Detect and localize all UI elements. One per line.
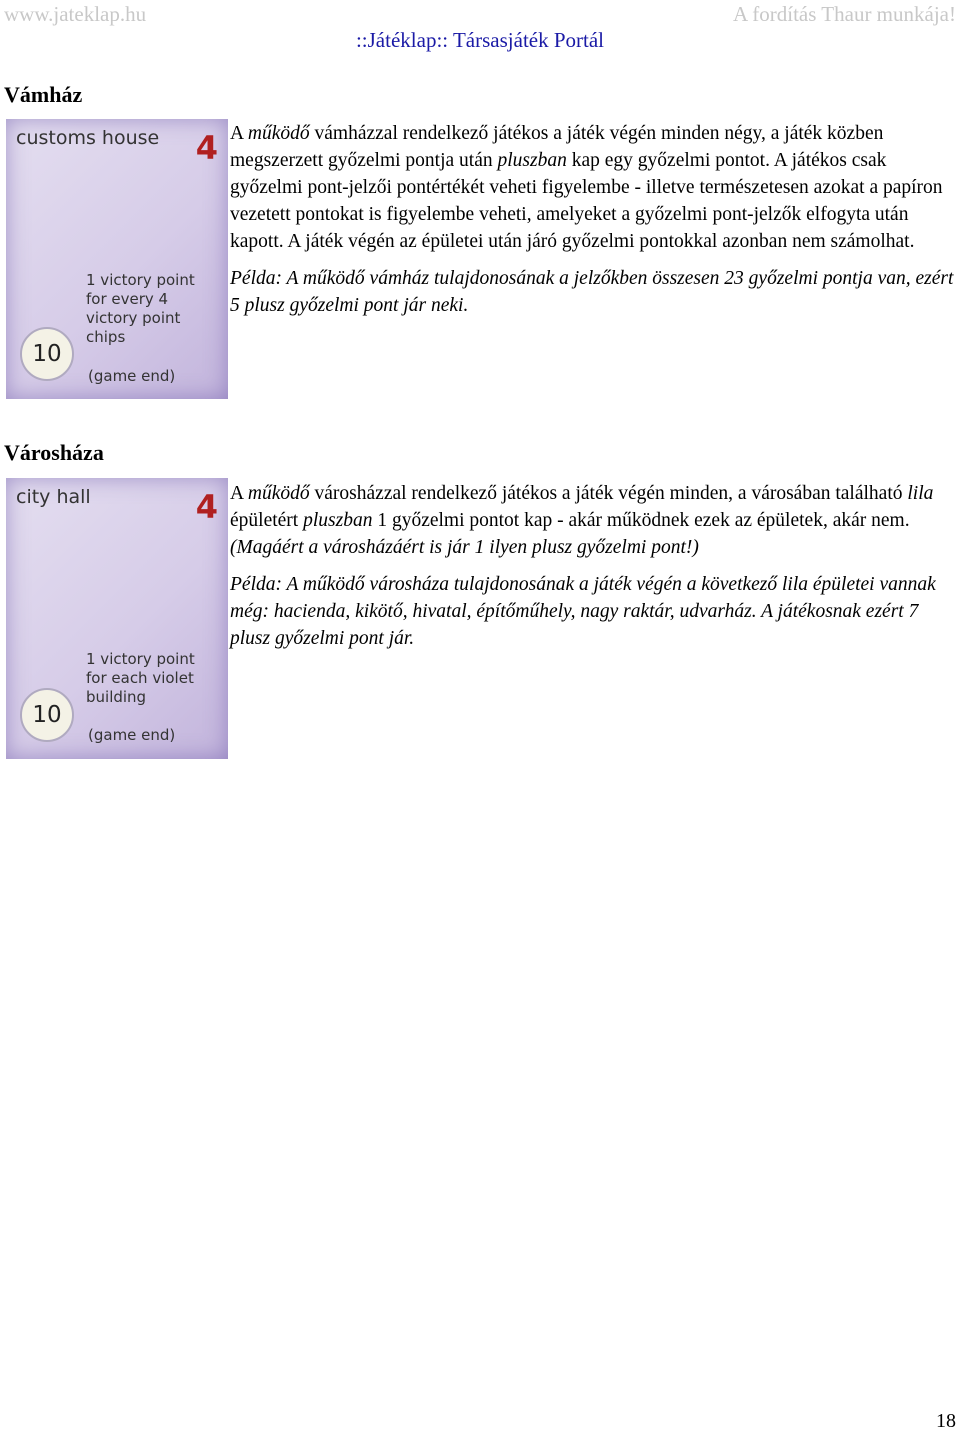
customs-house-card-image [6,119,228,399]
card-name: customs house [16,127,160,149]
city-hall-card-image [6,478,228,759]
page-number: 18 [936,1410,956,1432]
card-victory-points: 10 [20,688,74,742]
site-url[interactable]: www.jateklap.hu [4,2,147,26]
card-name: city hall [16,486,91,508]
example-paragraph: Példa: A működő városháza tulajdonosának a játék végén a következő lila épületei vannak még: hacienda, kikötő, hivatal, építőműhely, nagy raktár, udvarház. A játékosnak ezért 7 plusz győzelmi pont jár. [230,574,936,649]
translation-credit: A fordítás Thaur munkája! [733,2,956,26]
card-cost: 4 [195,488,218,526]
portal-title[interactable]: ::Játéklap:: Társasjáték Portál [355,28,605,52]
card-victory-points: 10 [20,327,74,381]
city-hall-description [230,480,956,662]
card-timing: (game end) [88,367,176,385]
rule-paragraph: A működő vámházzal rendelkező játékos a játék végén minden négy, a játék közben megszerzett győzelmi pontja után pluszban kap egy győzelmi pontot. A játékos csak győzelmi pont-jelzői pontértékét veheti figyelembe - illetve természetesen azokat a papíron vezetett pontokat is figyelembe veheti, amelyeket a győzelmi pont-jelzők elfogyta után kapott. A játék végén az épületei után járó győzelmi pontokkal azonban nem számolhat. [230,123,943,252]
section-title-city-hall: Városháza [4,440,104,465]
card-timing: (game end) [88,726,176,744]
card-cost: 4 [195,129,218,167]
rule-paragraph: A működő városházzal rendelkező játékos a játék végén minden, a városában található lila épületért pluszban 1 győzelmi pontot kap - akár működnek ezek az épületek, akár nem. (Magáért a városházáért is jár 1 ilyen plusz győzelmi pont!) [230,483,934,558]
card-effect: 1 victory point for each violet building [86,650,195,706]
customs-house-description [230,120,956,329]
card-effect: 1 victory point for every 4 victory point chips [86,271,195,346]
section-title-customs-house: Vámház [4,82,83,107]
example-paragraph: Példa: A működő vámház tulajdonosának a jelzőkben összesen 23 győzelmi pontja van, ezért 5 plusz győzelmi pont jár neki. [230,268,954,316]
